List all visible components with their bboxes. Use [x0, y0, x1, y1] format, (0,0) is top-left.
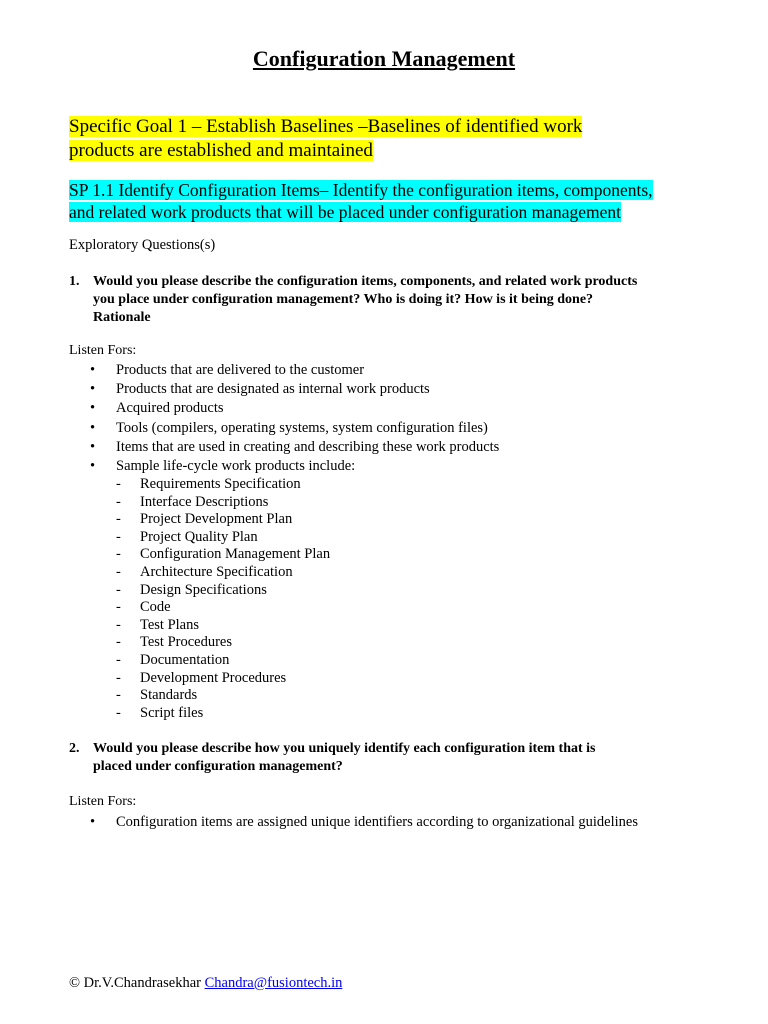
work-products-list	[69, 476, 330, 722]
list-item: - Test Plans	[116, 616, 199, 633]
dash-marker: -	[116, 493, 121, 510]
goal-line-1: Specific Goal 1 – Establish Baselines –Baselines of identified work	[69, 116, 583, 137]
list-item: - Design Specifications	[116, 581, 267, 598]
question-2-number: 2.	[69, 741, 80, 756]
bullet-icon: •	[90, 438, 96, 455]
specific-practice-heading	[69, 179, 709, 223]
footer	[69, 975, 342, 992]
page-title: Configuration Management	[252, 46, 516, 71]
question-2	[69, 740, 709, 776]
question-1-line: you place under configuration management? Who is doing it? How is it being done?	[93, 292, 594, 307]
question-1	[69, 273, 709, 327]
dash-marker: -	[116, 563, 121, 580]
list-item: • Sample life-cycle work products include:	[69, 457, 499, 476]
goal-line-2: products are established and maintained	[69, 140, 373, 161]
dash-marker: -	[116, 704, 121, 721]
list-item: - Requirements Specification	[116, 476, 301, 492]
list-item: • Items that are used in creating and describing these work products	[69, 438, 499, 457]
exploratory-questions-label: Exploratory Questions(s)	[69, 237, 216, 253]
listen-fors-list-2	[69, 813, 638, 832]
list-item: - Interface Descriptions	[116, 493, 269, 510]
dash-marker: -	[116, 546, 121, 563]
sp-line-1: SP 1.1 Identify Configuration Items– Identify the configuration items, components,	[69, 180, 653, 200]
listen-fors-label: Listen Fors:	[69, 343, 137, 358]
list-item: • Acquired products	[69, 399, 499, 418]
bullet-icon: •	[90, 362, 96, 378]
dash-marker: -	[116, 476, 121, 492]
dash-marker: -	[116, 581, 121, 598]
list-item: - Documentation	[116, 651, 230, 668]
list-item: - Configuration Management Plan	[116, 546, 331, 563]
list-item: - Project Quality Plan	[116, 528, 258, 545]
dash-marker: -	[116, 511, 121, 528]
question-2-line: Would you please describe how you uniquely identify each configuration item that is	[93, 741, 596, 756]
question-2-line: placed under configuration management?	[93, 759, 343, 774]
question-1-number: 1.	[69, 274, 80, 289]
list-item: - Code	[116, 599, 171, 616]
list-item: - Standards	[116, 687, 198, 704]
question-1-line: Rationale	[93, 310, 151, 325]
bullet-icon: •	[90, 419, 96, 436]
dash-marker: -	[116, 599, 121, 616]
question-1-line: Would you please describe the configuration items, components, and related work products	[93, 274, 638, 289]
bullet-icon: •	[90, 814, 96, 830]
bullet-icon: •	[90, 381, 96, 398]
bullet-icon: •	[90, 457, 96, 474]
list-item: - Project Development Plan	[116, 511, 293, 528]
specific-goal-heading	[69, 115, 582, 163]
dash-marker: -	[116, 687, 121, 704]
email-link[interactable]: Chandra@fusiontech.in	[204, 975, 343, 991]
listen-fors-list-1	[69, 361, 499, 476]
list-item: • Products that are designated as internal work products	[69, 380, 499, 399]
dash-marker: -	[116, 616, 121, 633]
list-item: - Architecture Specification	[116, 563, 293, 580]
list-item: - Test Procedures	[116, 634, 232, 651]
listen-fors-label: Listen Fors:	[69, 794, 137, 809]
dash-marker: -	[116, 651, 121, 668]
footer-author: © Dr.V.Chandrasekhar	[69, 975, 201, 991]
dash-marker: -	[116, 528, 121, 545]
bullet-icon: •	[90, 400, 96, 417]
dash-marker: -	[116, 634, 121, 651]
list-item: - Development Procedures	[116, 669, 287, 686]
list-item: - Script files	[116, 704, 204, 721]
list-item: • Tools (compilers, operating systems, system configuration files)	[69, 419, 499, 438]
list-item: • Products that are delivered to the customer	[69, 361, 499, 380]
list-item: • Configuration items are assigned unique identifiers according to organizational guidelines	[69, 813, 638, 832]
dash-marker: -	[116, 669, 121, 686]
sp-line-2: and related work products that will be placed under configuration management	[69, 202, 622, 222]
